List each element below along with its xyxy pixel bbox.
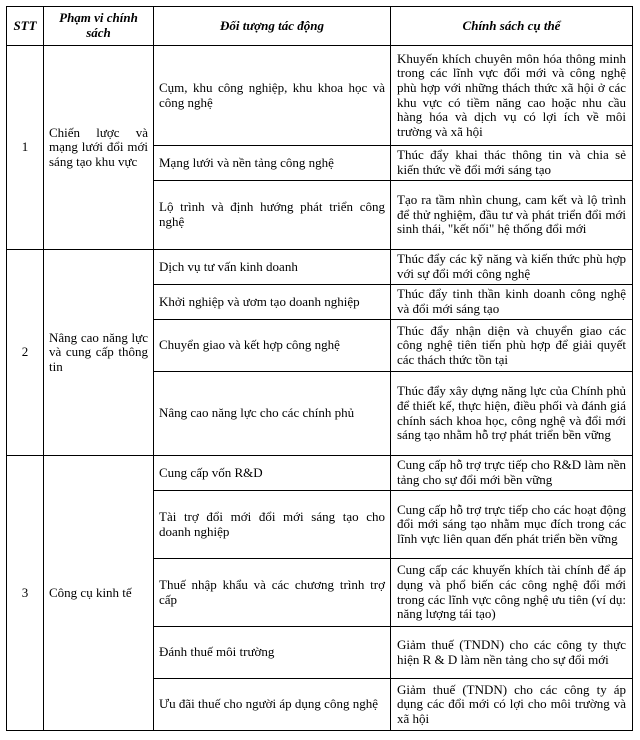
stt-cell: 2 [7,250,44,456]
policy-cell: Thúc đẩy các kỹ năng và kiến thức phù hợp với sự đổi mới công nghệ [391,250,633,285]
target-cell: Mạng lưới và nền tảng công nghệ [154,146,391,181]
policy-cell: Cung cấp hỗ trợ trực tiếp cho các hoạt động đổi mới sáng tạo nhằm mục đích trong các lĩnh vực liên quan đến phát triển bền vững [391,491,633,559]
policy-cell: Thúc đẩy khai thác thông tin và chia sẻ kiến thức về đổi mới sáng tạo [391,146,633,181]
scope-cell: Nâng cao năng lực và cung cấp thông tin [44,250,154,456]
header-row [7,7,633,46]
policy-cell: Cung cấp các khuyến khích tài chính để áp dụng và phổ biến các công nghệ đổi mới trong các lĩnh vực công nghệ ưu tiên (ví dụ: năng lượng tái tạo) [391,559,633,627]
policy-cell: Thúc đẩy tinh thần kinh doanh công nghệ và đổi mới sáng tạo [391,285,633,320]
table-row [7,250,633,285]
policy-cell: Thúc đẩy xây dựng năng lực của Chính phủ để thiết kế, thực hiện, điều phối và đánh giá chính sách khoa học, công nghệ và đổi mới sáng tạo nhằm hỗ trợ phát triển bền vững [391,372,633,456]
target-cell: Lộ trình và định hướng phát triển công nghệ [154,181,391,250]
target-cell: Cung cấp vốn R&D [154,456,391,491]
target-cell: Dịch vụ tư vấn kinh doanh [154,250,391,285]
header-policy: Chính sách cụ thể [391,7,633,46]
scope-cell: Công cụ kinh tế [44,456,154,731]
target-cell: Ưu đãi thuế cho người áp dụng công nghệ [154,679,391,731]
policy-table [6,6,633,731]
target-cell: Cụm, khu công nghiệp, khu khoa học và công nghệ [154,46,391,146]
target-cell: Chuyển giao và kết hợp công nghệ [154,320,391,372]
stt-cell: 1 [7,46,44,250]
table-row [7,456,633,491]
policy-cell: Thúc đẩy nhận diện và chuyển giao các công nghệ tiên tiến phù hợp để giải quyết các thách thức tồn tại [391,320,633,372]
header-stt: STT [7,7,44,46]
policy-cell: Giảm thuế (TNDN) cho các công ty thực hiện R & D làm nền tảng cho sự đổi mới [391,627,633,679]
target-cell: Nâng cao năng lực cho các chính phủ [154,372,391,456]
policy-table-container [6,6,632,731]
header-target: Đối tượng tác động [154,7,391,46]
policy-cell: Cung cấp hỗ trợ trực tiếp cho R&D làm nền tảng cho sự đổi mới bền vững [391,456,633,491]
table-row [7,46,633,146]
policy-cell: Giảm thuế (TNDN) cho các công ty áp dụng các đổi mới có lợi cho môi trường và xã hội [391,679,633,731]
target-cell: Tài trợ đổi mới đổi mới sáng tạo cho doanh nghiệp [154,491,391,559]
policy-cell: Tạo ra tầm nhìn chung, cam kết và lộ trình để thử nghiệm, đầu tư và phát triển đổi mới sinh thái, "kết nối" hệ thống đổi mới [391,181,633,250]
target-cell: Khởi nghiệp và ươm tạo doanh nghiệp [154,285,391,320]
target-cell: Thuế nhập khẩu và các chương trình trợ cấp [154,559,391,627]
header-scope: Phạm vi chính sách [44,7,154,46]
policy-cell: Khuyến khích chuyên môn hóa thông minh trong các lĩnh vực đổi mới và công nghệ phù hợp với những thách thức xã hội ở các khu vực có tiềm năng cao hoặc nhu cầu hàng hóa và dịch vụ có lợi ích về môi trường và xã hội [391,46,633,146]
target-cell: Đánh thuế môi trường [154,627,391,679]
stt-cell: 3 [7,456,44,731]
scope-cell: Chiến lược và mạng lưới đổi mới sáng tạo khu vực [44,46,154,250]
